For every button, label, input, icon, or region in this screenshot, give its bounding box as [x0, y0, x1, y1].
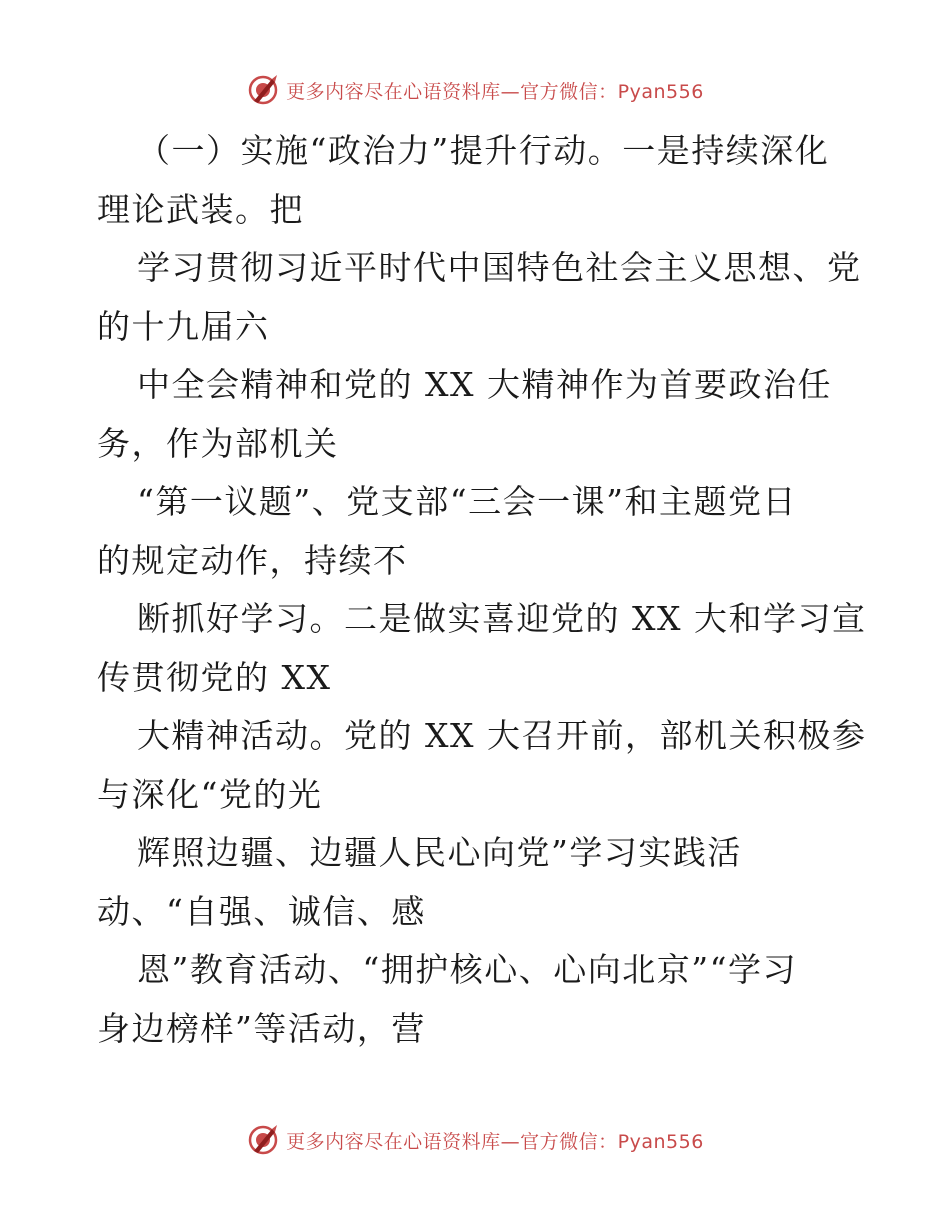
text-line: 中全会精神和党的 XX 大精神作为首要政治任	[137, 365, 832, 404]
quill-logo-icon	[246, 1123, 280, 1157]
text-line: 恩”教育活动、“拥护核心、心向北京”“学习	[137, 950, 797, 989]
text-line: 学习贯彻习近平时代中国特色社会主义思想、党	[137, 248, 862, 287]
header-banner	[0, 70, 950, 110]
text-line: 的十九届六	[97, 306, 270, 346]
header-banner-text: 更多内容尽在心语资料库—官方微信：Pyan556	[286, 80, 704, 103]
text-line: 与深化“党的光	[97, 774, 323, 814]
document-body	[97, 122, 867, 1058]
text-line: 动、“自强、诚信、感	[97, 891, 426, 931]
text-line: 务，作为部机关	[97, 423, 339, 463]
text-line: 的规定动作，持续不	[97, 540, 408, 580]
text-line: 大精神活动。党的 XX 大召开前，部机关积极参	[137, 716, 867, 755]
text-line: 理论武装。把	[97, 189, 304, 229]
quill-logo-icon	[246, 73, 280, 107]
text-line: （一）实施“政治力”提升行动。一是持续深化	[137, 131, 830, 170]
footer-banner	[0, 1120, 950, 1160]
text-line: 辉照边疆、边疆人民心向党”学习实践活	[137, 833, 742, 872]
text-line: 身边榜样”等活动，营	[97, 1008, 426, 1048]
text-line: “第一议题”、党支部“三会一课”和主题党日	[137, 482, 797, 521]
text-line: 断抓好学习。二是做实喜迎党的 XX 大和学习宣	[137, 599, 867, 638]
text-line: 传贯彻党的 XX	[97, 657, 332, 697]
footer-banner-text: 更多内容尽在心语资料库—官方微信：Pyan556	[286, 1130, 704, 1153]
